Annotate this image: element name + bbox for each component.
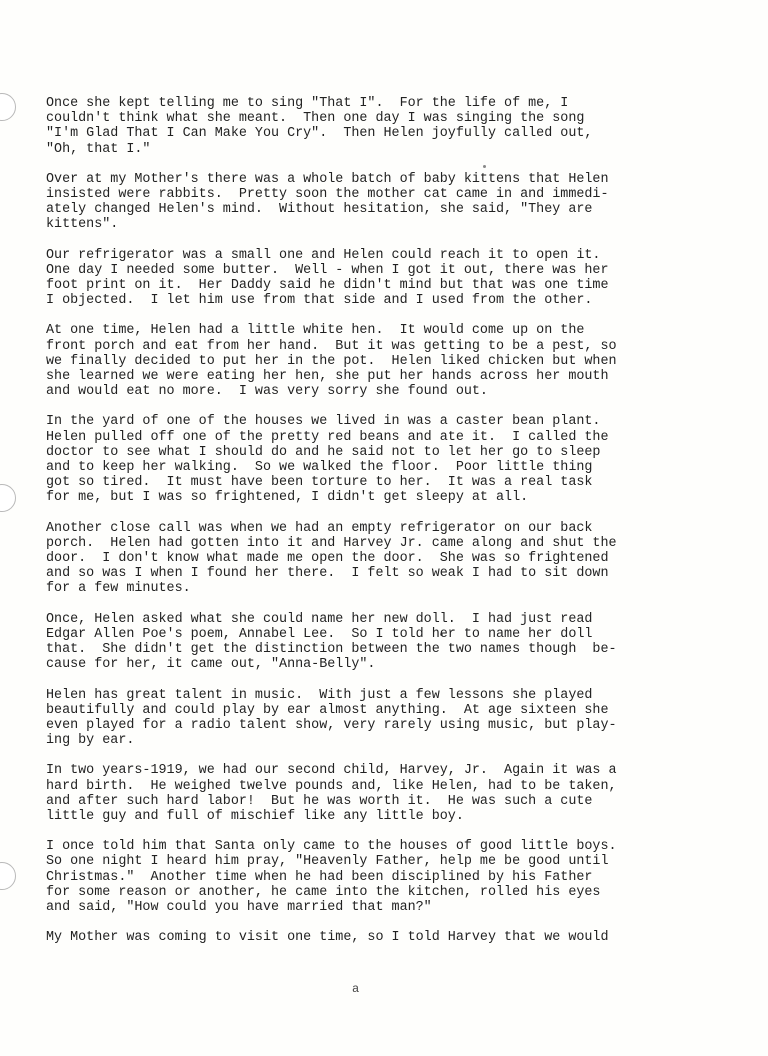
text-line: ing by ear. (46, 733, 135, 749)
text-line: cause for her, it came out, "Anna-Belly". (46, 657, 376, 673)
text-line: Once, Helen asked what she could name her new doll. I had just read (46, 611, 593, 627)
text-line: door. I don't know what made me open the door. She was so frightened (46, 551, 609, 567)
text-line: that. She didn't get the distinction between the two names though be- (46, 642, 617, 658)
text-line: "Oh, that I." (46, 141, 151, 157)
paragraph (46, 839, 746, 915)
paragraph (46, 96, 746, 157)
text-line: Over at my Mother's there was a whole batch of baby kittens that Helen (46, 171, 609, 187)
text-line: Another close call was when we had an empty refrigerator on our back (46, 520, 593, 536)
text-line: One day I needed some butter. Well - when I got it out, there was her (46, 262, 609, 278)
text-line: for some reason or another, he came into the kitchen, rolled his eyes (46, 884, 601, 900)
text-line: foot print on it. Her Daddy said he didn't mind but that was one time (46, 278, 609, 294)
text-line: "I'm Glad That I Can Make You Cry". Then Helen joyfully called out, (46, 126, 593, 142)
text-line: insisted were rabbits. Pretty soon the mother cat came in and immedi- (46, 187, 609, 203)
paragraph (46, 930, 746, 945)
text-line: Christmas." Another time when he had been disciplined by his Father (46, 869, 593, 885)
page-number: a (352, 982, 360, 996)
paragraph (46, 248, 746, 309)
text-line: kittens". (46, 217, 119, 233)
text-line: In the yard of one of the houses we lived in was a caster bean plant. (46, 414, 601, 430)
text-line: At one time, Helen had a little white hen. It would come up on the (46, 323, 585, 339)
text-line: she learned we were eating her hen, she put her hands across her mouth (46, 369, 609, 385)
text-line: porch. Helen had gotten into it and Harvey Jr. came along and shut the (46, 535, 617, 551)
paragraph (46, 414, 746, 505)
text-line: Edgar Allen Poe's poem, Annabel Lee. So I told her to name her doll (46, 626, 593, 642)
text-line: Helen has great talent in music. With just a few lessons she played (46, 687, 593, 703)
paragraph (46, 172, 746, 233)
text-line: and to keep her walking. So we walked the floor. Poor little thing (46, 460, 593, 476)
text-line: I once told him that Santa only came to the houses of good little boys. (46, 839, 617, 855)
text-line: and said, "How could you have married that man?" (46, 899, 432, 915)
paragraph (46, 763, 746, 824)
text-line: and so was I when I found her there. I felt so weak I had to sit down (46, 566, 609, 582)
text-line: even played for a radio talent show, very rarely using music, but play- (46, 717, 617, 733)
text-line: couldn't think what she meant. Then one day I was singing the song (46, 111, 585, 127)
text-line: and would eat no more. I was very sorry she found out. (46, 384, 488, 400)
text-line: Our refrigerator was a small one and Helen could reach it to open it. (46, 247, 601, 263)
paragraph (46, 688, 746, 749)
punch-hole-top (0, 93, 16, 121)
text-line: ately changed Helen's mind. Without hesitation, she said, "They are (46, 202, 593, 218)
text-line: In two years-1919, we had our second child, Harvey, Jr. Again it was a (46, 763, 617, 779)
text-line: we finally decided to put her in the pot. Helen liked chicken but when (46, 353, 617, 369)
text-line: beautifully and could play by ear almost anything. At age sixteen she (46, 702, 609, 718)
paragraph (46, 521, 746, 597)
document-body (46, 96, 746, 960)
text-line: Helen pulled off one of the pretty red beans and ate it. I called the (46, 429, 609, 445)
text-line: and after such hard labor! But he was worth it. He was such a cute (46, 793, 593, 809)
text-line: for a few minutes. (46, 581, 191, 597)
text-line: for me, but I was so frightened, I didn't get sleepy at all. (46, 490, 529, 506)
text-line: doctor to see what I should do and he said not to let her go to sleep (46, 444, 601, 460)
punch-hole-middle (0, 484, 16, 512)
text-line: little guy and full of mischief like any little boy. (46, 808, 464, 824)
text-line: So one night I heard him pray, "Heavenly Father, help me be good until (46, 854, 609, 870)
text-line: hard birth. He weighed twelve pounds and, like Helen, had to be taken, (46, 778, 617, 794)
paragraph (46, 323, 746, 399)
paragraph (46, 612, 746, 673)
text-line: front porch and eat from her hand. But it was getting to be a pest, so (46, 338, 617, 354)
punch-hole-bottom (0, 862, 16, 890)
text-line: got so tired. It must have been torture to her. It was a real task (46, 475, 593, 491)
text-line: I objected. I let him use from that side and I used from the other. (46, 293, 593, 309)
text-line: Once she kept telling me to sing "That I". For the life of me, I (46, 96, 569, 111)
text-line: My Mother was coming to visit one time, so I told Harvey that we would (46, 930, 609, 946)
